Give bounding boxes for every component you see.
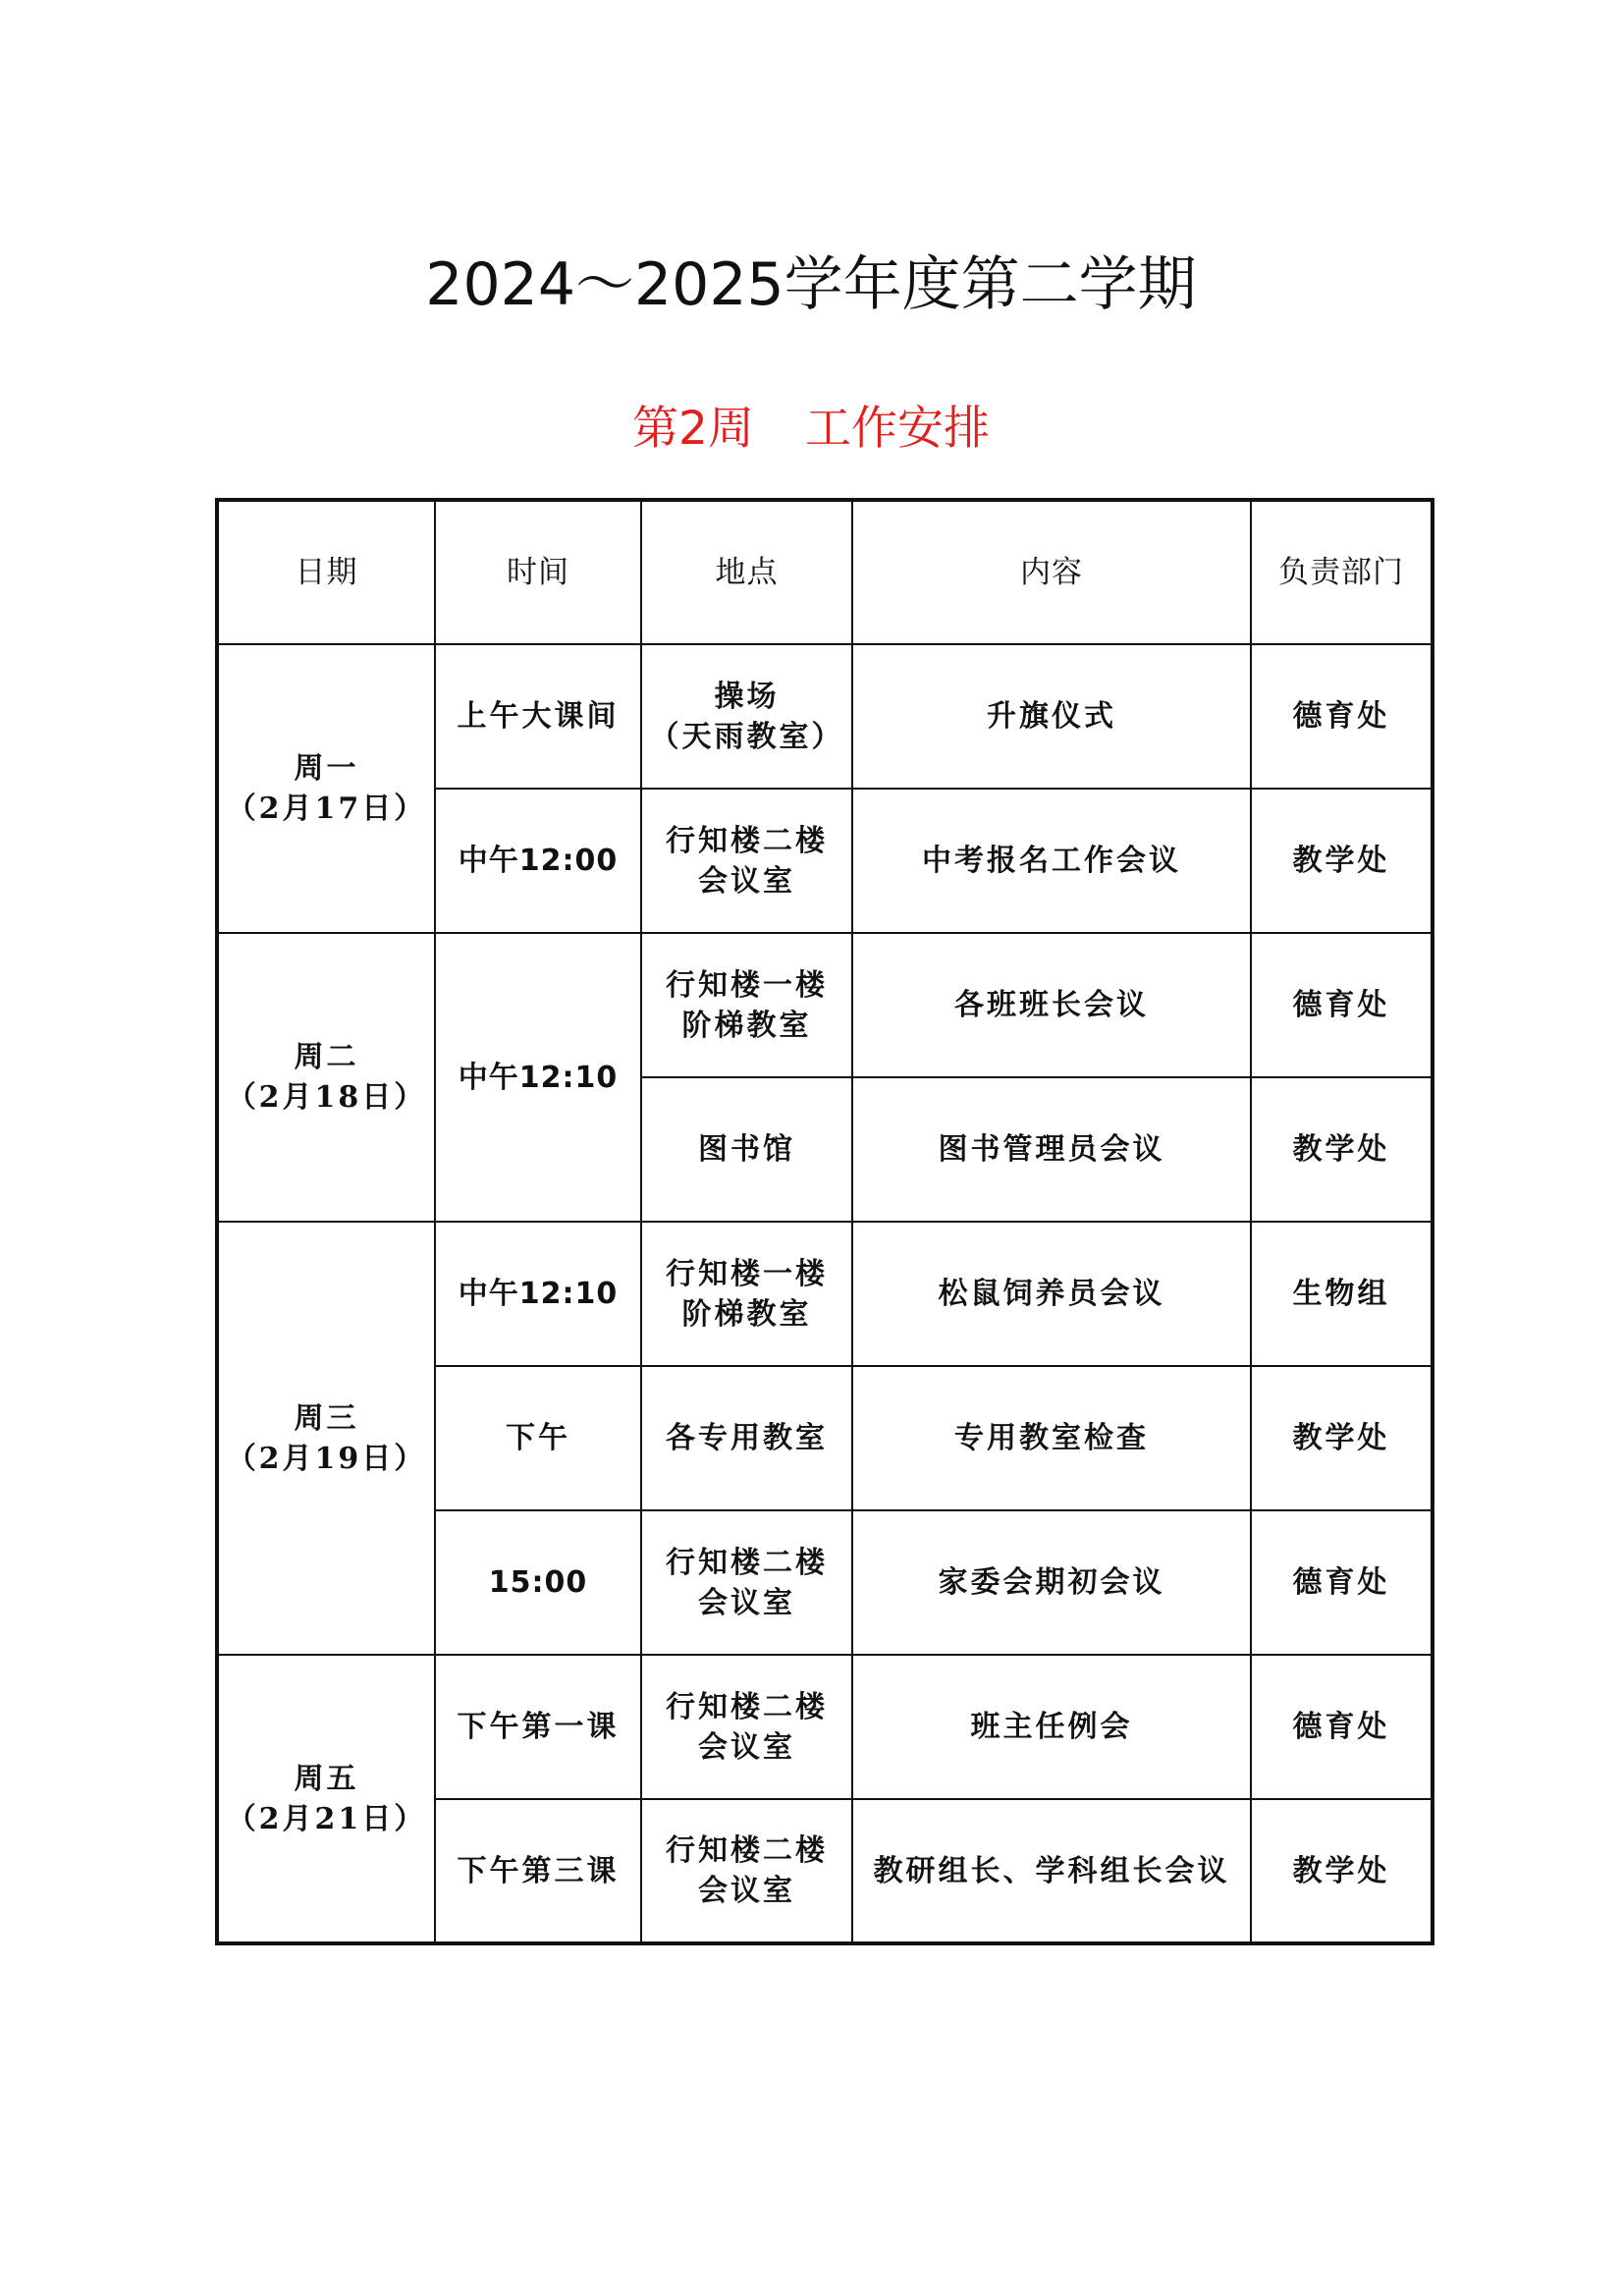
time-cell: 中午12:10 [435, 933, 641, 1222]
header-place: 地点 [641, 500, 852, 644]
time-cell: 下午第三课 [435, 1799, 641, 1943]
content-cell: 家委会期初会议 [852, 1510, 1251, 1655]
place-cell [641, 1366, 852, 1510]
day-date: （2月19日） [226, 1441, 427, 1476]
content-cell: 各班班长会议 [852, 933, 1251, 1077]
place-line: 行知楼二楼 [666, 1545, 828, 1580]
place-line: 图书馆 [698, 1132, 795, 1167]
table-row [217, 1655, 1433, 1799]
document-title: 2024～2025学年度第二学期 [425, 250, 1197, 319]
content-cell: 班主任例会 [852, 1655, 1251, 1799]
dept-cell: 教学处 [1251, 1366, 1433, 1510]
header-date: 日期 [217, 500, 435, 644]
content-cell: 教研组长、学科组长会议 [852, 1799, 1251, 1943]
place-line: 会议室 [698, 1729, 795, 1765]
dept-cell: 教学处 [1251, 789, 1433, 933]
place-line: 阶梯教室 [681, 1296, 812, 1332]
header-content: 内容 [852, 500, 1251, 644]
place-line: 行知楼二楼 [666, 1833, 828, 1868]
schedule-table [215, 498, 1434, 1945]
subtitle-label: 工作安排 [804, 402, 990, 456]
dept-cell: 教学处 [1251, 1077, 1433, 1222]
content-cell: 升旗仪式 [852, 644, 1251, 789]
place-cell [641, 1077, 852, 1222]
dept-cell: 德育处 [1251, 644, 1433, 789]
dept-cell: 德育处 [1251, 933, 1433, 1077]
content-cell: 中考报名工作会议 [852, 789, 1251, 933]
day-label: 周三 [294, 1400, 359, 1436]
table-header-row [217, 500, 1433, 644]
place-cell [641, 1222, 852, 1366]
place-line: 会议室 [698, 1585, 795, 1620]
place-line: （天雨教室） [649, 719, 844, 754]
table-row [217, 644, 1433, 789]
place-cell [641, 1510, 852, 1655]
place-cell [641, 1655, 852, 1799]
day-date: （2月21日） [226, 1801, 427, 1836]
day-date: （2月18日） [226, 1080, 427, 1115]
place-line: 行知楼一楼 [666, 1256, 828, 1291]
week-number: 第2周 [632, 402, 754, 456]
day-cell-wednesday [217, 1222, 435, 1655]
time-cell: 中午12:00 [435, 789, 641, 933]
dept-cell: 教学处 [1251, 1799, 1433, 1943]
header-dept: 负责部门 [1251, 500, 1433, 644]
content-cell: 专用教室检查 [852, 1366, 1251, 1510]
place-cell [641, 1799, 852, 1943]
day-cell-tuesday [217, 933, 435, 1222]
content-cell: 图书管理员会议 [852, 1077, 1251, 1222]
place-line: 各专用教室 [666, 1421, 828, 1455]
day-date: （2月17日） [226, 792, 427, 826]
place-line: 行知楼二楼 [666, 823, 828, 858]
place-line: 行知楼一楼 [666, 967, 828, 1003]
place-cell [641, 644, 852, 789]
day-label: 周一 [294, 751, 359, 786]
time-cell: 15:00 [435, 1510, 641, 1655]
time-cell: 中午12:10 [435, 1222, 641, 1366]
dept-cell: 德育处 [1251, 1655, 1433, 1799]
place-cell [641, 933, 852, 1077]
day-label: 周五 [294, 1761, 359, 1796]
place-line: 行知楼二楼 [666, 1689, 828, 1724]
place-cell [641, 789, 852, 933]
table-row [217, 1222, 1433, 1366]
day-label: 周二 [294, 1040, 359, 1074]
place-line: 会议室 [698, 863, 795, 899]
place-line: 会议室 [698, 1874, 795, 1908]
place-line: 阶梯教室 [681, 1008, 812, 1043]
table-row [217, 933, 1433, 1077]
place-line: 操场 [714, 679, 780, 714]
day-cell-friday [217, 1655, 435, 1943]
dept-cell: 生物组 [1251, 1222, 1433, 1366]
week-subtitle [0, 395, 1622, 464]
time-cell: 下午第一课 [435, 1655, 641, 1799]
time-cell: 上午大课间 [435, 644, 641, 789]
content-cell: 松鼠饲养员会议 [852, 1222, 1251, 1366]
dept-cell: 德育处 [1251, 1510, 1433, 1655]
day-cell-monday [217, 644, 435, 933]
time-cell: 下午 [435, 1366, 641, 1510]
header-time: 时间 [435, 500, 641, 644]
